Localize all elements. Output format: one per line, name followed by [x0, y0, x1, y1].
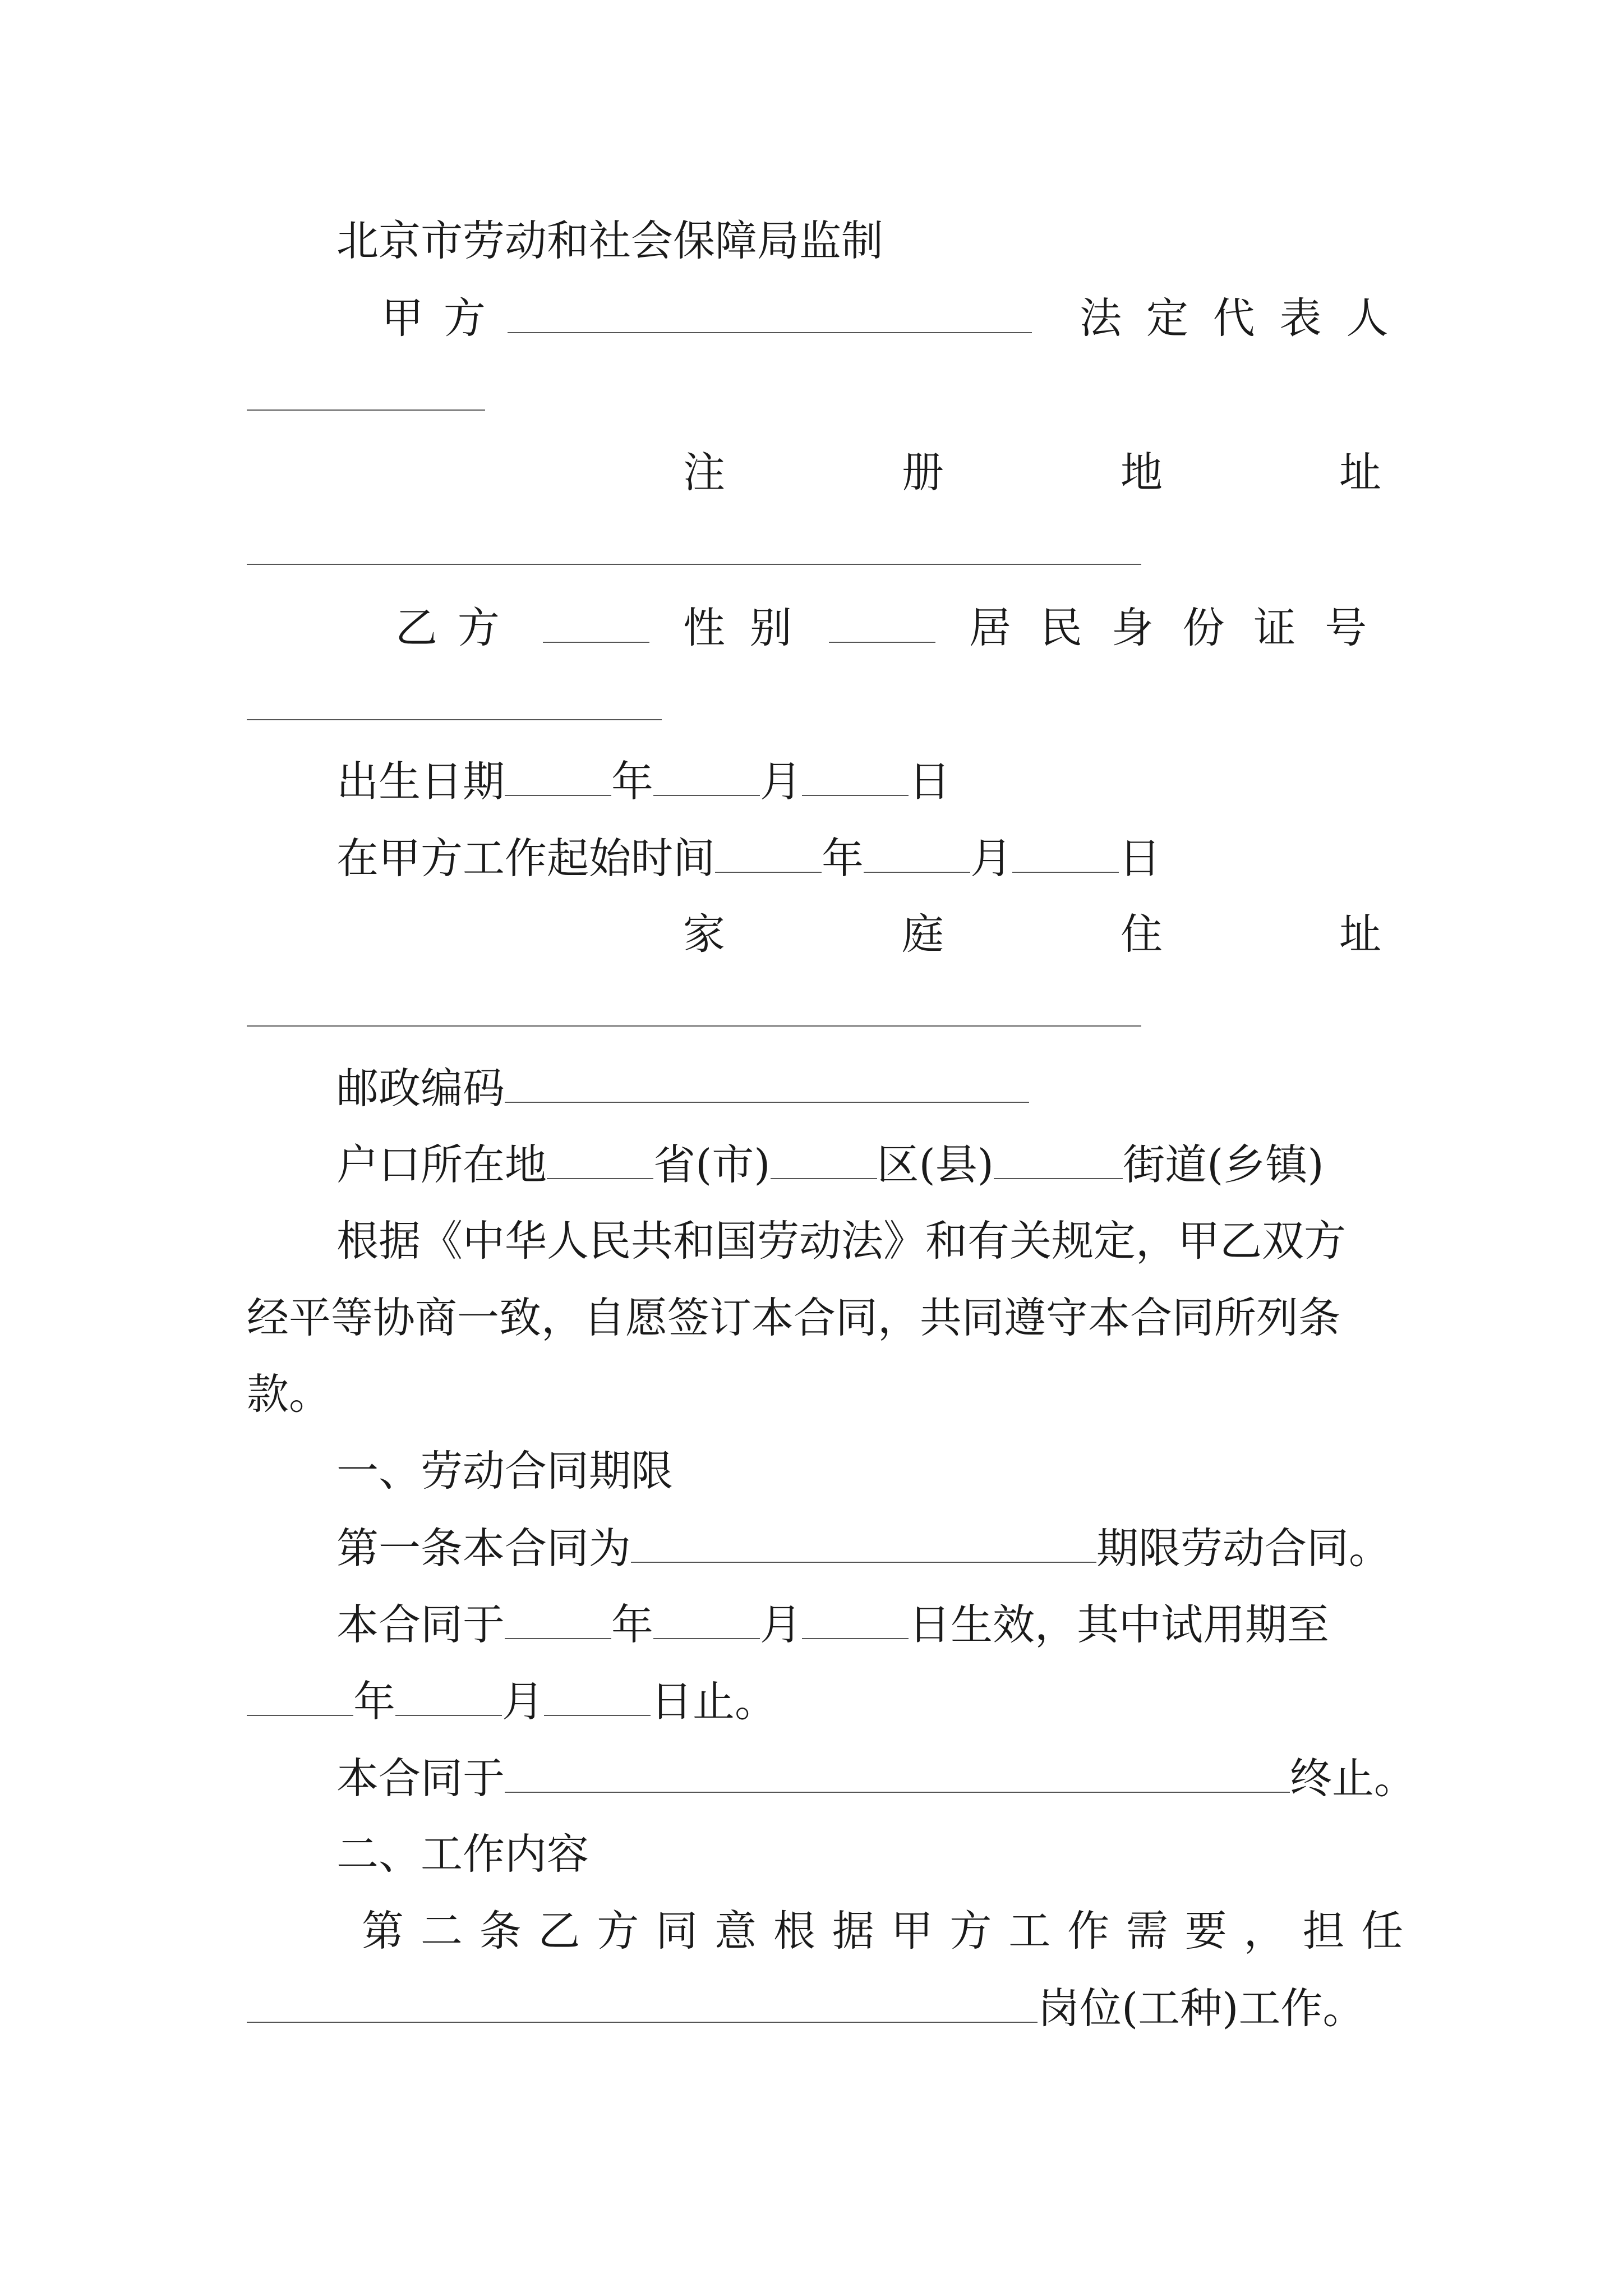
registered-address-char: 地 — [1120, 448, 1163, 497]
street-unit: 街道(乡镇) — [1123, 1140, 1324, 1189]
postcode-line — [336, 1064, 1029, 1113]
termination-prefix: 本合同于 — [336, 1754, 505, 1803]
registered-address-field[interactable] — [247, 564, 1141, 565]
home-address-char: 家 — [683, 909, 726, 959]
start-month-field[interactable] — [864, 837, 970, 873]
home-address-label — [683, 909, 1381, 959]
registered-address-char: 址 — [1339, 448, 1381, 497]
hukou-street-field[interactable] — [994, 1143, 1123, 1179]
hukou-label: 户口所在地 — [336, 1140, 547, 1189]
home-address-char: 庭 — [901, 909, 944, 959]
position-field[interactable] — [247, 1987, 1038, 2023]
probation-year-field[interactable] — [247, 1680, 353, 1716]
effective-suffix: 日生效，其中试用期至 — [909, 1600, 1330, 1649]
gender-label-line — [683, 603, 797, 652]
id-number-label-line — [969, 603, 1375, 652]
gender-label: 性 别 — [683, 603, 797, 652]
article-1-suffix: 期限劳动合同。 — [1096, 1524, 1391, 1573]
start-date-label: 在甲方工作起始时间 — [336, 834, 716, 883]
year-unit: 年 — [611, 1600, 654, 1649]
article-2-text: 第 二 条 乙 方 同 意 根 据 甲 方 工 作 需 要 ， 担 任 — [362, 1906, 1405, 1955]
legal-rep-label-line — [1080, 293, 1394, 343]
id-number-label: 居 民 身 份 证 号 — [969, 603, 1375, 652]
legal-rep-label: 法 定 代 表 人 — [1080, 293, 1394, 343]
section-1-title — [336, 1446, 674, 1496]
start-year-field[interactable] — [715, 837, 822, 873]
month-unit: 月 — [760, 1600, 803, 1649]
birth-year-field[interactable] — [505, 760, 611, 796]
month-unit: 月 — [760, 757, 803, 806]
start-date-line — [336, 834, 1161, 883]
article-2-line-2 — [247, 1984, 1365, 2033]
birth-day-field[interactable] — [802, 760, 909, 796]
party-b-label-line — [395, 603, 503, 652]
hukou-district-field[interactable] — [771, 1143, 877, 1179]
effective-day-field[interactable] — [802, 1603, 909, 1639]
gender-field[interactable] — [829, 607, 935, 643]
effective-year-field[interactable] — [505, 1603, 611, 1639]
party-b-label: 乙 方 — [395, 603, 503, 652]
section-2-title — [336, 1829, 589, 1879]
probation-end-line — [247, 1677, 777, 1726]
party-a-line — [381, 293, 489, 343]
effective-month-field[interactable] — [653, 1603, 760, 1639]
home-address-char: 址 — [1339, 909, 1381, 959]
probation-month-field[interactable] — [395, 1680, 502, 1716]
birth-month-field[interactable] — [653, 760, 760, 796]
termination-field[interactable] — [505, 1757, 1290, 1793]
article-1-prefix: 第一条本合同为 — [336, 1524, 631, 1573]
probation-suffix: 日止。 — [651, 1677, 777, 1726]
party-b-name-field[interactable] — [543, 607, 649, 643]
legal-rep-field[interactable] — [247, 409, 485, 411]
province-unit: 省(市) — [653, 1140, 771, 1189]
birth-date-line — [336, 757, 951, 806]
birth-date-label: 出生日期 — [336, 757, 505, 806]
hukou-line — [336, 1140, 1324, 1189]
day-unit: 日 — [909, 757, 951, 806]
registered-address-char: 注 — [683, 448, 726, 497]
month-unit: 月 — [970, 834, 1013, 883]
id-number-field[interactable] — [247, 719, 662, 720]
party-a-label: 甲 方 — [381, 293, 489, 343]
start-day-field[interactable] — [1012, 837, 1119, 873]
contract-term-type-field[interactable] — [631, 1527, 1096, 1563]
effective-date-line — [336, 1600, 1330, 1649]
party-a-name-field[interactable] — [508, 297, 1032, 333]
article-1-line — [336, 1524, 1391, 1573]
year-unit: 年 — [611, 757, 654, 806]
article-2-suffix: 岗位(工种)工作。 — [1038, 1984, 1365, 2033]
year-unit: 年 — [822, 834, 864, 883]
preamble-line-1 — [336, 1216, 1347, 1266]
issuer-text: 北京市劳动和社会保障局监制 — [336, 216, 884, 265]
effective-prefix: 本合同于 — [336, 1600, 505, 1649]
preamble-line-3 — [247, 1369, 331, 1419]
registered-address-char: 册 — [901, 448, 944, 497]
registered-address-label — [683, 448, 1381, 497]
postcode-field[interactable] — [505, 1067, 1029, 1103]
day-unit: 日 — [1119, 834, 1161, 883]
preamble-text: 经平等协商一致，自愿签订本合同，共同遵守本合同所列条 — [247, 1293, 1341, 1342]
district-unit: 区(县) — [877, 1140, 994, 1189]
probation-day-field[interactable] — [544, 1680, 651, 1716]
year-unit: 年 — [353, 1677, 396, 1726]
termination-line — [336, 1754, 1417, 1803]
home-address-field[interactable] — [247, 1025, 1141, 1027]
termination-suffix: 终止。 — [1290, 1754, 1417, 1803]
hukou-province-field[interactable] — [547, 1143, 653, 1179]
preamble-text: 款。 — [247, 1369, 331, 1419]
issuer-line — [336, 216, 884, 265]
preamble-line-2 — [247, 1293, 1341, 1342]
preamble-text: 根据《中华人民共和国劳动法》和有关规定，甲乙双方 — [336, 1216, 1347, 1266]
section-title-text: 二、工作内容 — [336, 1829, 589, 1879]
month-unit: 月 — [502, 1677, 545, 1726]
home-address-char: 住 — [1120, 909, 1163, 959]
postcode-label: 邮政编码 — [336, 1064, 505, 1113]
section-title-text: 一、劳动合同期限 — [336, 1446, 674, 1496]
article-2-line-1 — [362, 1906, 1405, 1955]
